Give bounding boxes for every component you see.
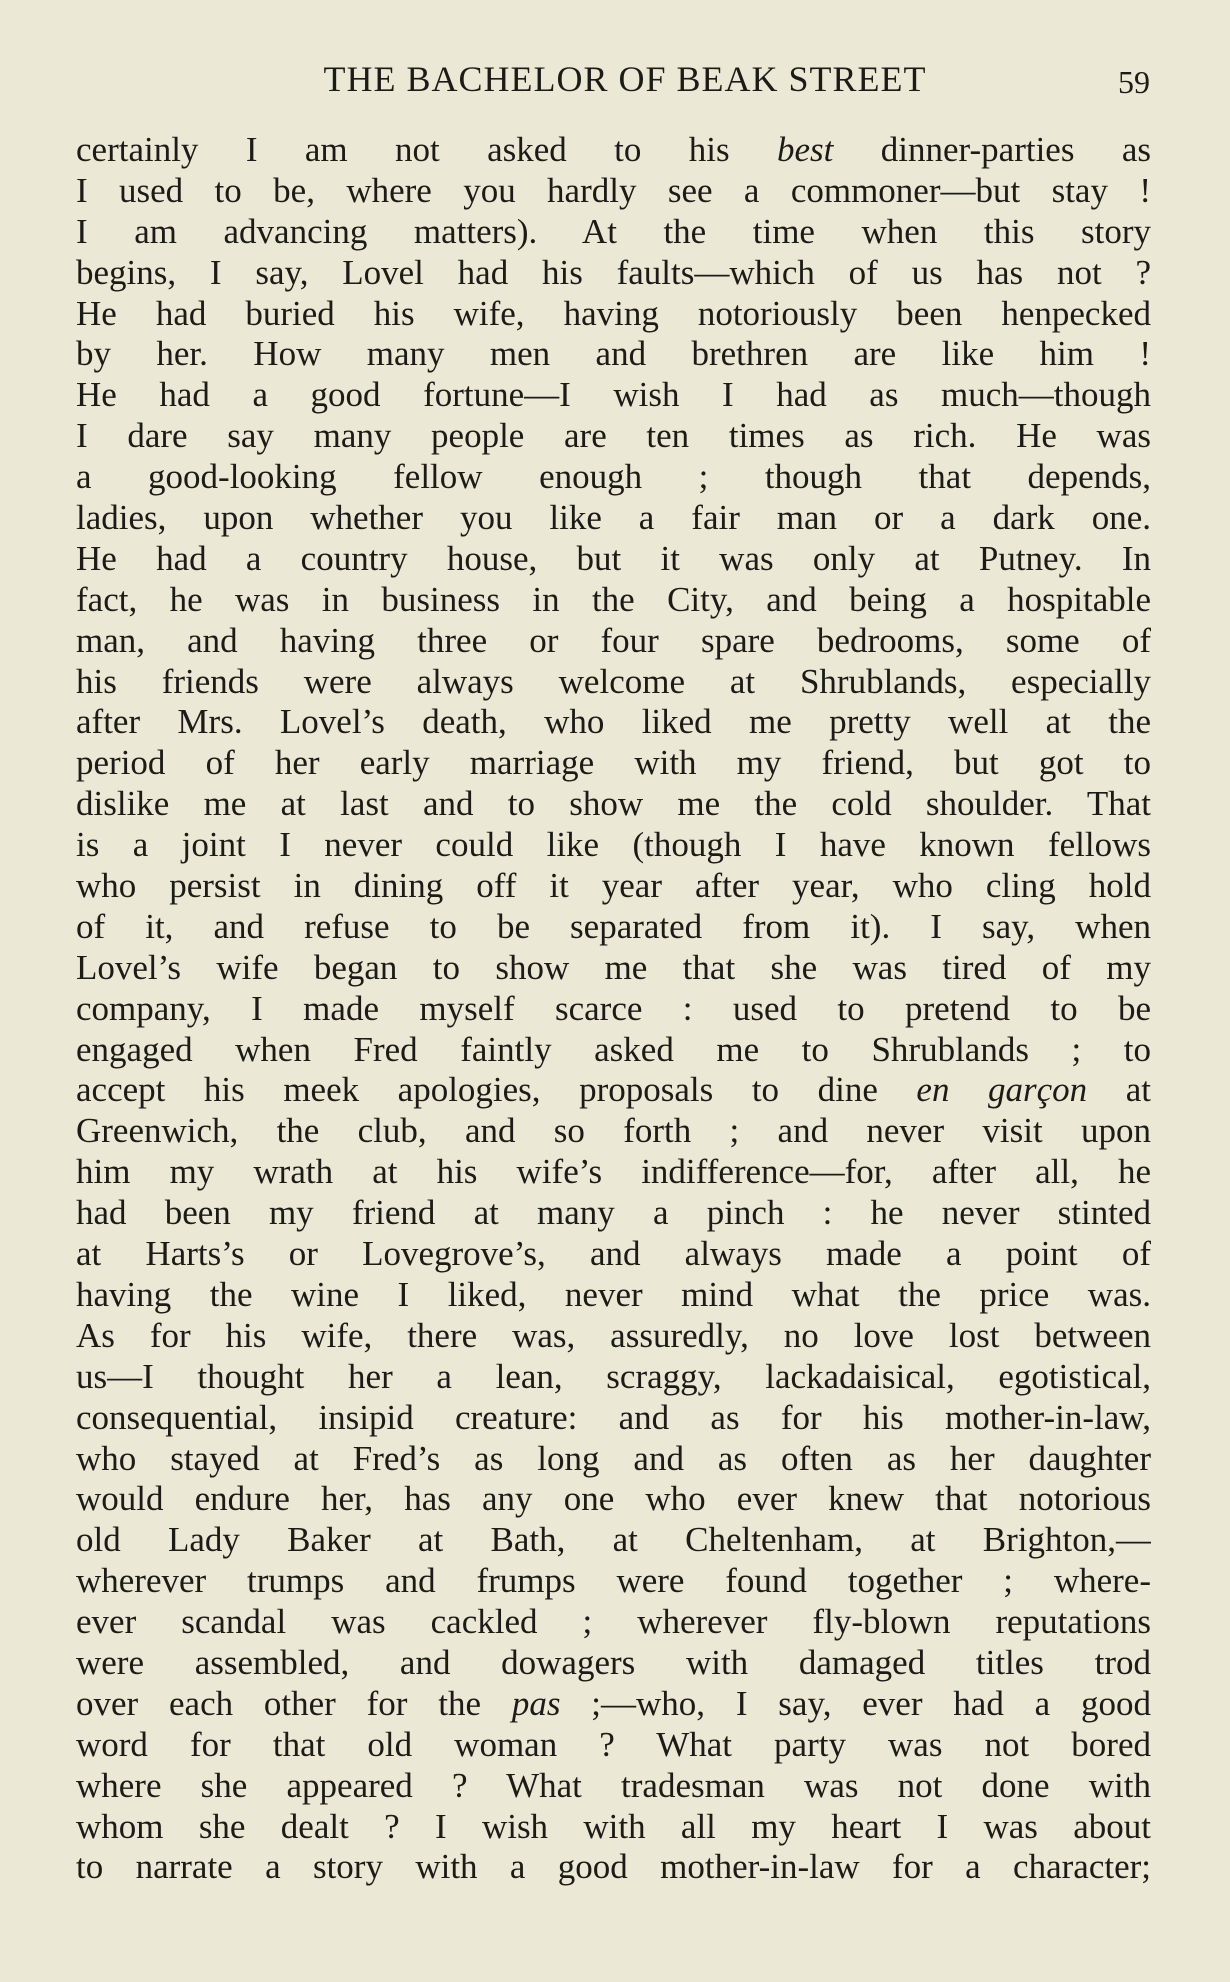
body-text (76, 130, 1151, 1888)
text-line (76, 1479, 1151, 1520)
text-line (76, 375, 1151, 416)
text-line (76, 1275, 1151, 1316)
text-segment: engaged when Fred faintly asked me to Shrublands ; to (76, 1029, 1151, 1069)
text-segment: He had buried his wife, having notoriously been henpecked (76, 293, 1151, 333)
text-line (76, 1070, 1151, 1111)
text-segment: ;—who, I say, ever had a good (560, 1683, 1151, 1723)
text-line (76, 1684, 1151, 1725)
text-segment: who persist in dining off it year after year, who cling hold (76, 866, 1151, 906)
text-segment: As for his wife, there was, assuredly, no love lost between (76, 1315, 1151, 1355)
text-line (76, 253, 1151, 294)
text-segment: He had a good fortune—I wish I had as much—though (76, 375, 1151, 415)
text-segment: Lovel’s wife began to show me that she was tired of my (76, 947, 1151, 987)
text-line (76, 1398, 1151, 1439)
text-line (76, 171, 1151, 212)
text-line (76, 948, 1151, 989)
page-number: 59 (1118, 64, 1150, 100)
text-line (76, 1847, 1151, 1888)
text-segment: after Mrs. Lovel’s death, who liked me pretty well at the (76, 702, 1151, 742)
text-line (76, 662, 1151, 703)
text-line (76, 784, 1151, 825)
text-line (76, 416, 1151, 457)
text-segment: us—I thought her a lean, scraggy, lackadaisical, egotistical, (76, 1356, 1151, 1396)
text-segment: dislike me at last and to show me the cold shoulder. That (76, 784, 1151, 824)
text-line (76, 539, 1151, 580)
italic-text: pas (511, 1683, 561, 1723)
text-segment: company, I made myself scarce : used to pretend to be (76, 988, 1151, 1028)
text-segment: to narrate a story with a good mother-in-law for a character; (76, 1847, 1151, 1887)
text-line (76, 1520, 1151, 1561)
text-segment: old Lady Baker at Bath, at Cheltenham, at Brighton,— (76, 1520, 1151, 1560)
text-line (76, 1766, 1151, 1807)
text-line (76, 1439, 1151, 1480)
text-line (76, 580, 1151, 621)
text-segment: at Harts’s or Lovegrove’s, and always made a point of (76, 1234, 1151, 1274)
text-segment: begins, I say, Lovel had his faults—which of us has not ? (76, 252, 1151, 292)
text-segment: dinner-parties as (833, 130, 1151, 169)
italic-text: best (777, 130, 834, 169)
text-line (76, 1643, 1151, 1684)
text-segment: would endure her, has any one who ever knew that notorious (76, 1479, 1151, 1519)
text-line (76, 866, 1151, 907)
text-segment: I used to be, where you hardly see a commoner—but stay ! (76, 170, 1151, 210)
text-line (76, 498, 1151, 539)
text-line (76, 294, 1151, 335)
running-head (0, 58, 1230, 108)
text-segment: period of her early marriage with my friend, but got to (76, 743, 1151, 783)
text-segment: where she appeared ? What tradesman was not done with (76, 1765, 1151, 1805)
text-segment: by her. How many men and brethren are like him ! (76, 334, 1151, 374)
text-segment: I am advancing matters). At the time when this story (76, 211, 1151, 251)
text-segment: word for that old woman ? What party was not bored (76, 1724, 1151, 1764)
text-line (76, 1316, 1151, 1357)
text-segment: wherever trumps and frumps were found together ; where- (76, 1561, 1151, 1601)
text-line (76, 130, 1151, 171)
text-line (76, 702, 1151, 743)
text-segment: having the wine I liked, never mind what the price was. (76, 1274, 1151, 1314)
italic-text: en garçon (916, 1070, 1088, 1110)
text-line (76, 621, 1151, 662)
text-segment: over each other for the (76, 1683, 512, 1723)
text-line (76, 334, 1151, 375)
text-segment: had been my friend at many a pinch : he never stinted (76, 1193, 1151, 1233)
text-line (76, 1807, 1151, 1848)
text-line (76, 1193, 1151, 1234)
text-segment: of it, and refuse to be separated from it). I say, when (76, 906, 1151, 946)
text-segment: He had a country house, but it was only at Putney. In (76, 538, 1151, 578)
text-line (76, 825, 1151, 866)
text-line (76, 212, 1151, 253)
text-segment: is a joint I never could like (though I have known fellows (76, 825, 1151, 865)
text-line (76, 1234, 1151, 1275)
text-segment: Greenwich, the club, and so forth ; and never visit upon (76, 1111, 1151, 1151)
text-line (76, 1030, 1151, 1071)
text-segment: consequential, insipid creature: and as for his mother-in-law, (76, 1397, 1151, 1437)
text-segment: were assembled, and dowagers with damaged titles trod (76, 1642, 1151, 1682)
text-segment: him my wrath at his wife’s indifference—for, after all, he (76, 1152, 1151, 1192)
text-segment: ever scandal was cackled ; wherever fly-blown reputations (76, 1602, 1151, 1642)
text-segment: at (1087, 1070, 1151, 1110)
text-segment: certainly I am not asked to his (76, 130, 778, 169)
text-segment: ladies, upon whether you like a fair man or a dark one. (76, 498, 1151, 538)
text-segment: I dare say many people are ten times as rich. He was (76, 416, 1151, 456)
running-title: THE BACHELOR OF BEAK STREET (323, 59, 927, 99)
text-segment: man, and having three or four spare bedrooms, some of (76, 620, 1151, 660)
text-segment: fact, he was in business in the City, and being a hospitable (76, 579, 1151, 619)
text-line (76, 1357, 1151, 1398)
text-segment: a good-looking fellow enough ; though that depends, (76, 457, 1151, 497)
text-line (76, 457, 1151, 498)
text-line (76, 1561, 1151, 1602)
text-segment: who stayed at Fred’s as long and as often as her daughter (76, 1438, 1151, 1478)
text-line (76, 1152, 1151, 1193)
text-line (76, 907, 1151, 948)
text-segment: whom she dealt ? I wish with all my heart I was about (76, 1806, 1151, 1846)
text-line (76, 743, 1151, 784)
text-line (76, 1602, 1151, 1643)
text-line (76, 989, 1151, 1030)
text-line (76, 1725, 1151, 1766)
text-line (76, 1111, 1151, 1152)
text-segment: his friends were always welcome at Shrublands, especially (76, 661, 1151, 701)
text-segment: accept his meek apologies, proposals to dine (76, 1070, 917, 1110)
